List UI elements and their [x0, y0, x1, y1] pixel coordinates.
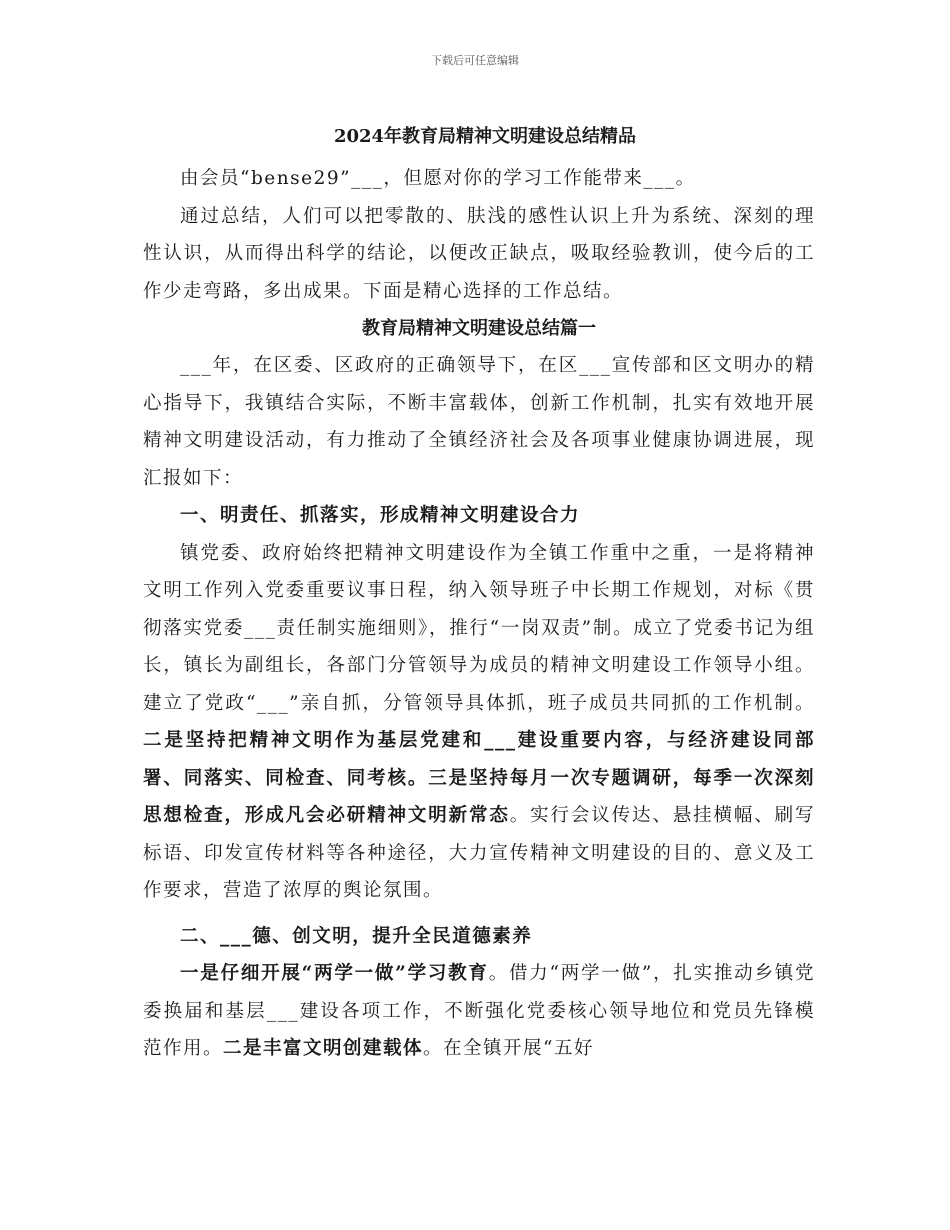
opening-paragraph: ___年，在区委、区政府的正确领导下，在区___宣传部和区文明办的精心指导下，我镇结合实际，不断丰富载体，创新工作机制，扎实有效地开展精神文明建设活动，有力推动了全镇经济社会及各项事业健康协调进展，现汇报如下：	[143, 355, 815, 489]
summary-paragraph: 通过总结，人们可以把零散的、肤浅的感性认识上升为系统、深刻的理性认识，从而得出科学的结论，以便改正缺点，吸取经验教训，使今后的工作少走弯路，多出成果。下面是精心选择的工作总结。	[143, 205, 815, 302]
morality-text-1: 。借力“两学一做”，扎实推动乡镇党委换届和基层___建设各项工作，不断强化党委核心领导地位和党员先锋模范作用。	[143, 963, 815, 1059]
morality-text-2: 。在全镇开展“五好	[423, 1038, 594, 1059]
responsibility-paragraph	[143, 535, 815, 910]
responsibility-text-end: 。实行会议传达、悬挂横幅、刷写标语、印发宣传材料等各种途径，大力宣传精神文明建设的目的、意义及工作要求，营造了浓厚的舆论氛围。	[143, 805, 815, 901]
responsibility-bold-text: 二是坚持把精神文明作为基层党建和___建设重要内容，与经济建设同部署、同落实、同检查、同考核。三是坚持每月一次专题调研，每季一次深刻思想检查，形成凡会必研精神文明新常态	[143, 730, 815, 826]
intro-paragraph: 由会员“bense29”___，但愿对你的学习工作能带来___。	[180, 168, 696, 189]
morality-bold-1: 一是仔细开展“两学一做”学习教育	[180, 963, 489, 984]
responsibility-text: 镇党委、政府始终把精神文明建设作为全镇工作重中之重，一是将精神文明工作列入党委重要议事日程，纳入领导班子中长期工作规划，对标《贯彻落实党委___责任制实施细则》，推行“一岗双责”制。成立了党委书记为组长，镇长为副组长，各部门分管领导为成员的精神文明建设工作领导小组。建立了党政“___”亲自抓，分管领导具体抓，班子成员共同抓的工作机制。	[143, 542, 815, 714]
page-header-note: 下载后可任意编辑	[431, 54, 519, 67]
section-title: 教育局精神文明建设总结篇一	[362, 318, 596, 339]
heading-two: 二、___德、创文明，提升全民道德素养	[180, 925, 533, 947]
morality-bold-2: 二是丰富文明创建载体	[223, 1038, 424, 1059]
document-body	[143, 118, 815, 1068]
heading-one: 一、明责任、抓落实，形成精神文明建设合力	[180, 505, 581, 526]
morality-paragraph	[143, 955, 815, 1068]
document-title: 2024年教育局精神文明建设总结精品	[333, 126, 637, 147]
